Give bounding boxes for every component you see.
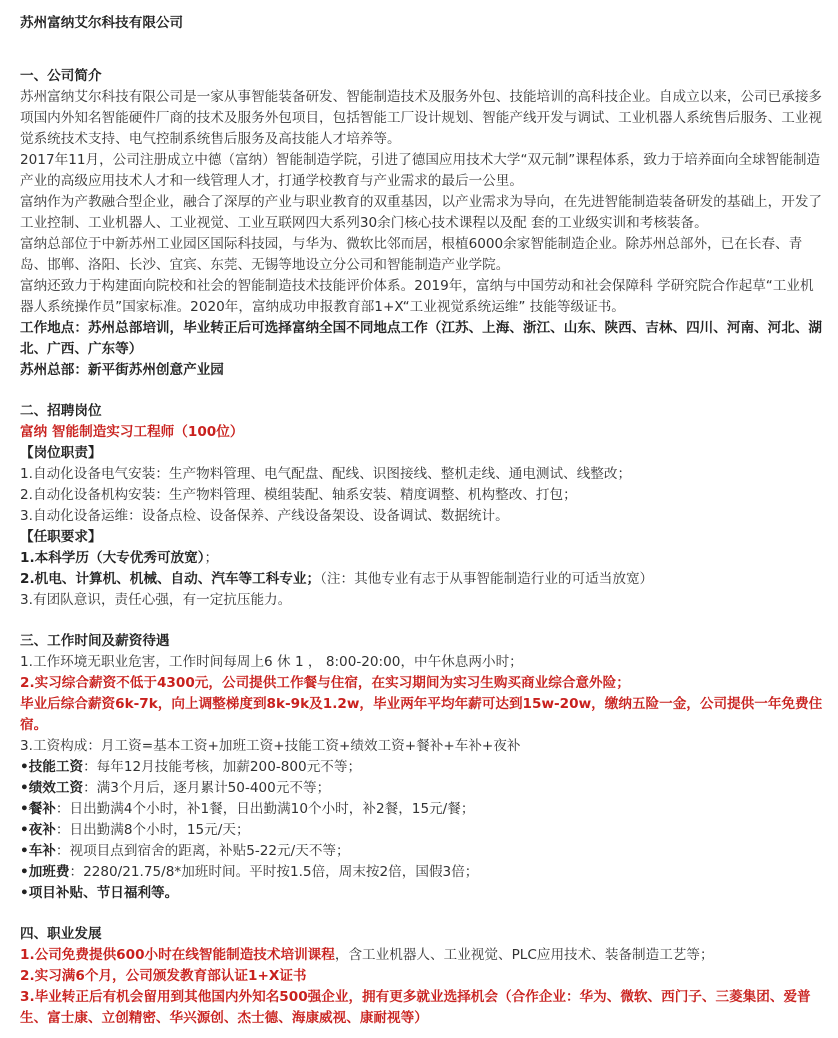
requirement-rest: ； (204, 550, 219, 566)
salary-item-label: •加班费 (20, 864, 70, 880)
salary-item-text: ：满3个月后，逐月累计50-400元不等； (83, 780, 331, 796)
salary-item-label: •绩效工资 (20, 780, 84, 796)
salary-line: 3.工资构成：月工资=基本工资+加班工资+技能工资+绩效工资+餐补+车补+夜补 (20, 738, 521, 754)
salary-item-label: •技能工资 (20, 759, 84, 775)
salary-item (20, 820, 824, 841)
duty-title: 【岗位职责】 (20, 445, 102, 461)
salary-item-text: ：日出勤满8个小时，15元/天； (55, 822, 250, 838)
salary-item (20, 862, 824, 883)
requirement-title: 【任职要求】 (20, 529, 102, 545)
duty-item: 1.自动化设备电气安装：生产物料管理、电气配盘、配线、识图接线、整机走线、通电测试、线整改； (20, 466, 632, 482)
career-item: 2.实习满6个月，公司颁发教育部认证1+X证书 (20, 968, 307, 984)
section-heading: 一、公司简介 (20, 68, 102, 84)
salary-item-text: ：每年12月技能考核，加薪200-800元不等； (83, 759, 362, 775)
section-heading: 三、工作时间及薪资待遇 (20, 633, 170, 649)
intro-paragraph: 苏州富纳艾尔科技有限公司是一家从事智能装备研发、智能制造技术及服务外包、技能培训的高科技企业。自成立以来，公司已承接多项国内外知名智能硬件厂商的技术及服务外包项目，包括智能工厂设计规划、智能产线开发与调试、工业机器人系统售后服务、工业视觉系统技术支持、电气控制系统售后服务及高技能人才培养等。 (20, 89, 823, 147)
company-title: 苏州富纳艾尔科技有限公司 (20, 15, 184, 31)
career-rest: ，含工业机器人、工业视觉、PLC应用技术、装备制造工艺等； (334, 947, 714, 963)
salary-highlight: 毕业后综合薪资6k-7k，向上调整梯度到8k-9k及1.2w，毕业两年平均年薪可达到15w-20w，缴纳五险一金，公司提供一年免费住宿。 (20, 696, 823, 733)
section-company-intro (20, 66, 824, 381)
salary-item-text: ：视项目点到宿舍的距离，补贴5-22元/天不等； (55, 843, 350, 859)
salary-item (20, 778, 824, 799)
salary-item-label: •餐补 (20, 801, 56, 817)
salary-line: 1.工作环境无职业危害，工作时间每周上6 休 1 ， 8:00-20:00，中午休息两小时； (20, 654, 523, 670)
work-location: 工作地点：苏州总部培训，毕业转正后可选择富纳全国不同地点工作（江苏、上海、浙江、山东、陕西、吉林、四川、河南、河北、湖北、广西、广东等） (20, 320, 823, 357)
career-item: 3.毕业转正后有机会留用到其他国内外知名500强企业，拥有更多就业选择机会（合作企业：华为、微软、西门子、三菱集团、爱普生、富士康、立创精密、华兴源创、杰士德、海康威视、康耐视等） (20, 989, 811, 1026)
duty-item: 2.自动化设备机构安装：生产物料管理、模组装配、轴系安装、精度调整、机构整改、打包； (20, 487, 577, 503)
salary-highlight: 2.实习综合薪资不低于4300元，公司提供工作餐与住宿，在实习期间为实习生购买商业综合意外险； (20, 675, 630, 691)
salary-item-text: ：2280/21.75/8*加班时间。平时按1.5倍，周末按2倍，国假3倍； (69, 864, 479, 880)
section-career (20, 924, 824, 1029)
requirement-bold: 2.机电、计算机、机械、自动、汽车等工科专业； (20, 571, 321, 587)
career-item (20, 945, 824, 966)
section-positions (20, 401, 824, 611)
requirement-item (20, 569, 824, 590)
salary-item (20, 799, 824, 820)
career-highlight: 1.公司免费提供600小时在线智能制造技术培训课程 (20, 947, 335, 963)
intro-paragraph: 富纳还致力于构建面向院校和社会的智能制造技术技能评价体系。2019年，富纳与中国劳动和社会保障科 学研究院合作起草“工业机器人系统操作员”国家标准。2020年，富纳成功申报教育部1+X“工业视觉系统运维” 技能等级证书。 (20, 278, 814, 315)
salary-item-label: •车补 (20, 843, 56, 859)
requirement-item: 3.有团队意识，责任心强，有一定抗压能力。 (20, 592, 292, 608)
salary-item-label: •夜补 (20, 822, 56, 838)
requirement-bold: 1.本科学历（大专优秀可放宽） (20, 550, 205, 566)
intro-paragraph: 富纳总部位于中新苏州工业园区国际科技园，与华为、微软比邻而居，根植6000余家智能制造企业。除苏州总部外，已在长春、青岛、邯郸、洛阳、长沙、宜宾、东莞、无锡等地设立分公司和智能制造产业学院。 (20, 236, 803, 273)
headquarters: 苏州总部：新平街苏州创意产业园 (20, 362, 224, 378)
intro-paragraph: 2017年11月，公司注册成立中德（富纳）智能制造学院，引进了德国应用技术大学“双元制”课程体系，致力于培养面向全球智能制造产业的高级应用技术人才和一线管理人才，打通学校教育与产业需求的最后一公里。 (20, 152, 821, 189)
section-heading: 四、职业发展 (20, 926, 102, 942)
intro-paragraph: 富纳作为产教融合型企业，融合了深厚的产业与职业教育的双重基因，以产业需求为导向，在先进智能制造装备研发的基础上，开发了工业控制、工业机器人、工业视觉、工业互联网四大系列30余门核心技术课程以及配 套的工业级实训和考核装备。 (20, 194, 823, 231)
salary-item-text: ：日出勤满4个小时，补1餐，日出勤满10个小时，补2餐，15元/餐； (55, 801, 475, 817)
section-salary (20, 631, 824, 904)
position-title: 富纳 智能制造实习工程师（100位） (20, 424, 244, 440)
salary-item: •项目补贴、节日福利等。 (20, 885, 179, 901)
requirement-item (20, 548, 824, 569)
salary-item (20, 757, 824, 778)
duty-item: 3.自动化设备运维：设备点检、设备保养、产线设备架设、设备调试、数据统计。 (20, 508, 509, 524)
salary-item (20, 841, 824, 862)
section-heading: 二、招聘岗位 (20, 403, 102, 419)
requirement-rest: （注：其他专业有志于从事智能制造行业的可适当放宽） (320, 571, 654, 587)
